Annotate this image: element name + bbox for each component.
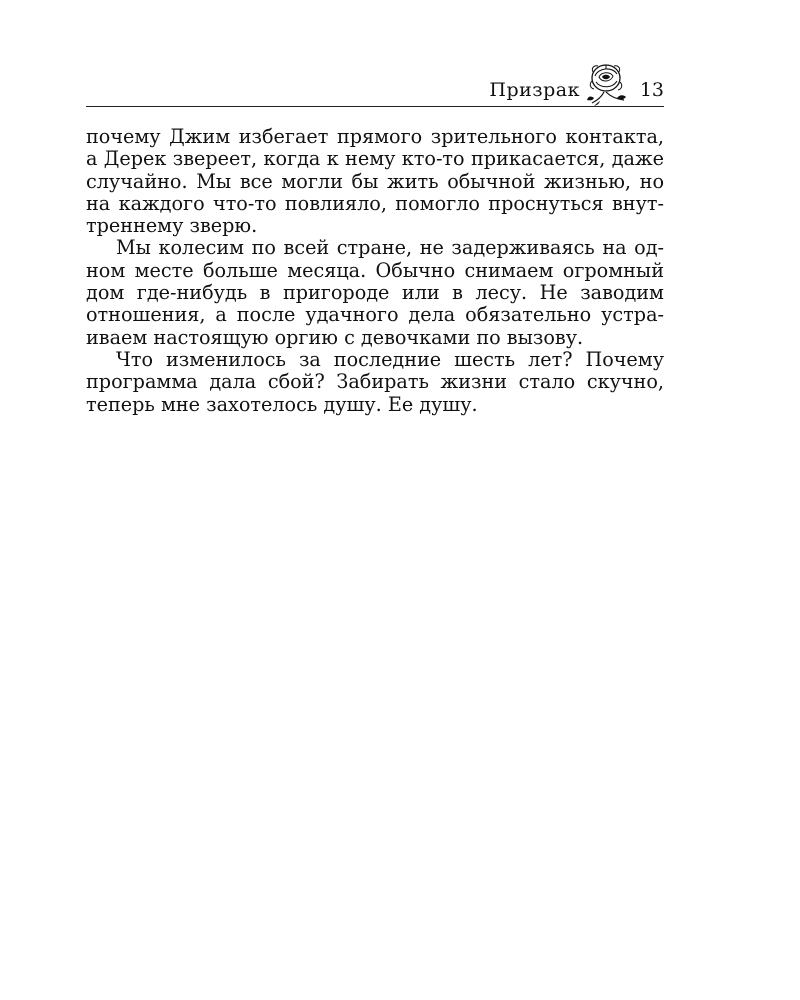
- paragraph-2: [86, 237, 664, 348]
- page-number: 13: [639, 79, 664, 101]
- text-line: случайно. Мы все могли бы жить обычной жизнью, но: [86, 169, 664, 193]
- text-line: теперь мне захотелось душу. Ее душу.: [86, 392, 478, 416]
- text-line: программа дала сбой? Забирать жизни стало скучно,: [86, 370, 664, 394]
- text-line: треннему зверю.: [86, 214, 258, 238]
- rose-ornament-icon: [582, 62, 630, 106]
- text-line: почему Джим избегает прямого зрительного контакта,: [86, 125, 664, 148]
- text-line: Мы колесим по всей стране, не задерживаясь на од-: [116, 236, 664, 260]
- body-text: [86, 126, 664, 416]
- paragraph-1: [86, 126, 664, 237]
- text-line: дом где-нибудь в пригороде или в лесу. Не заводим: [86, 281, 664, 305]
- text-line: а Дерек звереет, когда к нему кто-то прикасается, даже: [86, 147, 664, 171]
- text-line: иваем настоящую оргию с девочками по вызову.: [86, 325, 584, 349]
- text-line: отношения, а после удачного дела обязательно устра-: [86, 303, 664, 327]
- paragraph-3: [86, 349, 664, 416]
- running-head: [86, 62, 664, 106]
- text-line: ном месте больше месяца. Обычно снимаем огромный: [86, 258, 664, 282]
- running-head-title: Призрак: [489, 79, 580, 101]
- header-rule: [86, 106, 664, 107]
- text-line: Что изменилось за последние шесть лет? Почему: [116, 347, 664, 371]
- text-line: на каждого что-то повлияло, помогло проснуться внут-: [86, 191, 664, 215]
